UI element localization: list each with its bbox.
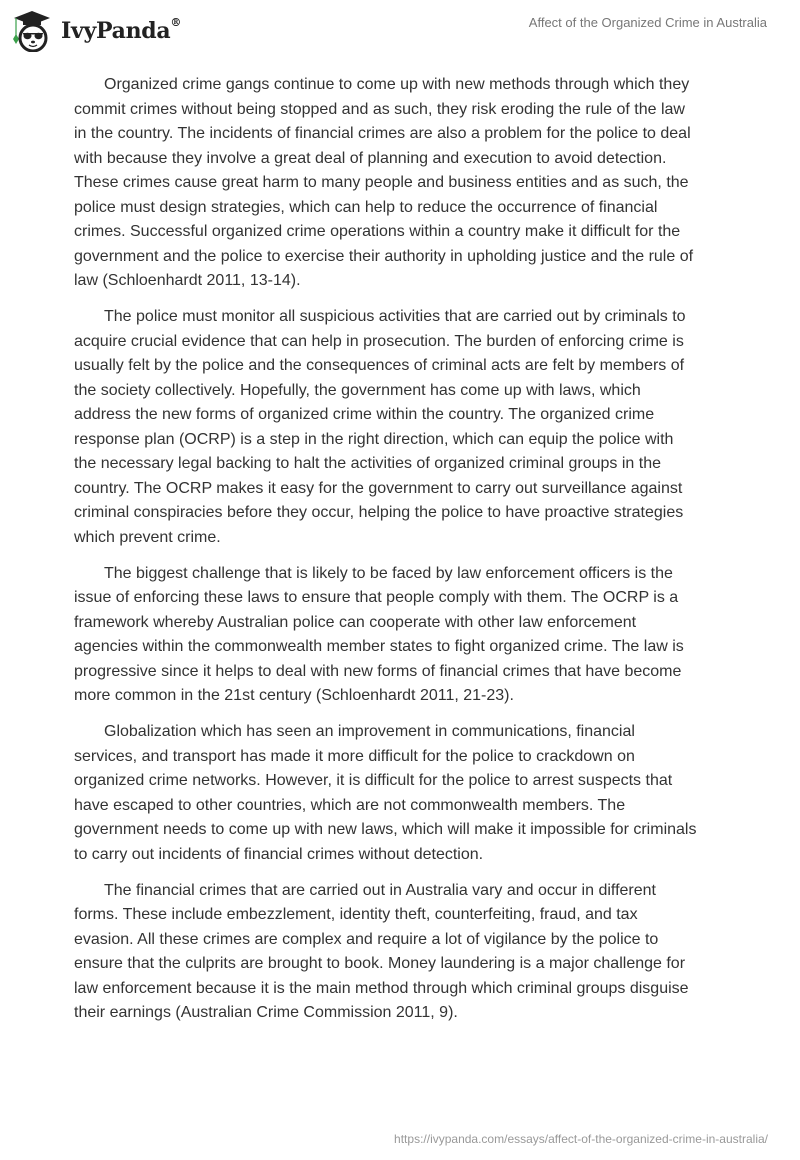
text-line: services, and transport has made it more difficult for the police to crackdown on <box>74 747 635 765</box>
text-line: address the new forms of organized crime within the country. The organized crime <box>74 406 655 423</box>
text-line: organized crime networks. However, it is difficult for the police to arrest suspects that <box>74 772 673 789</box>
text-line: progressive since it helps to deal with new forms of financial crimes that have become <box>74 662 682 680</box>
source-url[interactable]: https://ivypanda.com/essays/affect-of-the-organized-crime-in-australia/ <box>394 1132 768 1146</box>
text-line: more common in the 21st century (Schloenhardt 2011, 21-23). <box>74 687 514 704</box>
text-line: law enforcement because it is the main method through which criminal groups disguise <box>74 979 689 997</box>
paragraph <box>74 879 734 1026</box>
text-line: framework whereby Australian police can cooperate with other law enforcement <box>74 613 637 631</box>
text-line: government and the police to exercise their authority in upholding justice and the rule of <box>74 247 694 265</box>
text-line: The police must monitor all suspicious activities that are carried out by criminals to <box>104 308 686 325</box>
text-line: which prevent crime. <box>74 528 221 546</box>
text-line: crimes. Successful organized crime operations within a country make it difficult for the <box>74 223 681 240</box>
text-line: police must design strategies, which can help to reduce the occurrence of financial <box>74 198 658 216</box>
text-line: The financial crimes that are carried out in Australia vary and occur in different <box>104 881 656 899</box>
text-line: ensure that the culprits are brought to book. Money laundering is a major challenge for <box>74 955 686 972</box>
text-line: their earnings (Australian Crime Commission 2011, 9). <box>74 1004 458 1021</box>
text-line: issue of enforcing these laws to ensure that people comply with them. The OCRP is a <box>74 589 679 606</box>
text-line: response plan (OCRP) is a step in the right direction, which can equip the police with <box>74 430 674 448</box>
text-line: government needs to come up with new laws, which will make it impossible for criminals <box>74 821 697 838</box>
text-line: law (Schloenhardt 2011, 13-14). <box>74 272 301 289</box>
text-line: with because they involve a great deal of planning and execution to avoid detection. <box>74 149 667 167</box>
text-line: criminal conspiracies before they occur, helping the police to have proactive strategies <box>74 504 684 521</box>
paragraph <box>74 73 734 294</box>
text-line: the necessary legal backing to halt the activities of organized criminal groups in the <box>74 455 661 472</box>
text-line: usually felt by the police and the consequences of criminal acts are felt by members of <box>74 357 685 374</box>
text-line: forms. These include embezzlement, identity theft, counterfeiting, fraud, and tax <box>74 906 638 923</box>
text-line: have escaped to other countries, which are not commonwealth members. The <box>74 796 626 814</box>
text-line: The biggest challenge that is likely to be faced by law enforcement officers is the <box>104 564 673 582</box>
logo-text: IvyPanda® <box>61 16 182 44</box>
paragraph <box>74 720 734 867</box>
ivypanda-logo[interactable] <box>13 10 181 52</box>
text-line: evasion. All these crimes are complex and require a lot of vigilance by the police to <box>74 930 659 948</box>
paragraph <box>74 305 734 550</box>
text-line: These crimes cause great harm to many people and business entities and as such, the <box>74 174 689 191</box>
text-line: Globalization which has seen an improvement in communications, financial <box>104 723 635 740</box>
panda-graduate-icon <box>13 10 51 52</box>
text-line: in the country. The incidents of financial crimes are also a problem for the police to deal <box>74 125 691 142</box>
text-line: country. The OCRP makes it easy for the government to carry out surveillance against <box>74 479 683 497</box>
paragraph <box>74 562 734 709</box>
text-line: commit crimes without being stopped and as such, they risk eroding the rule of the law <box>74 100 685 118</box>
text-line: agencies within the commonwealth member states to fight organized crime. The law is <box>74 638 684 655</box>
document-title: Affect of the Organized Crime in Australia <box>528 15 767 30</box>
essay-body <box>74 73 734 1037</box>
text-line: acquire crucial evidence that can help in prosecution. The burden of enforcing crime is <box>74 332 684 350</box>
text-line: Organized crime gangs continue to come up with new methods through which they <box>104 76 690 93</box>
text-line: to carry out incidents of financial crimes without detection. <box>74 845 484 863</box>
text-line: the society collectively. Hopefully, the government has come up with laws, which <box>74 381 641 399</box>
